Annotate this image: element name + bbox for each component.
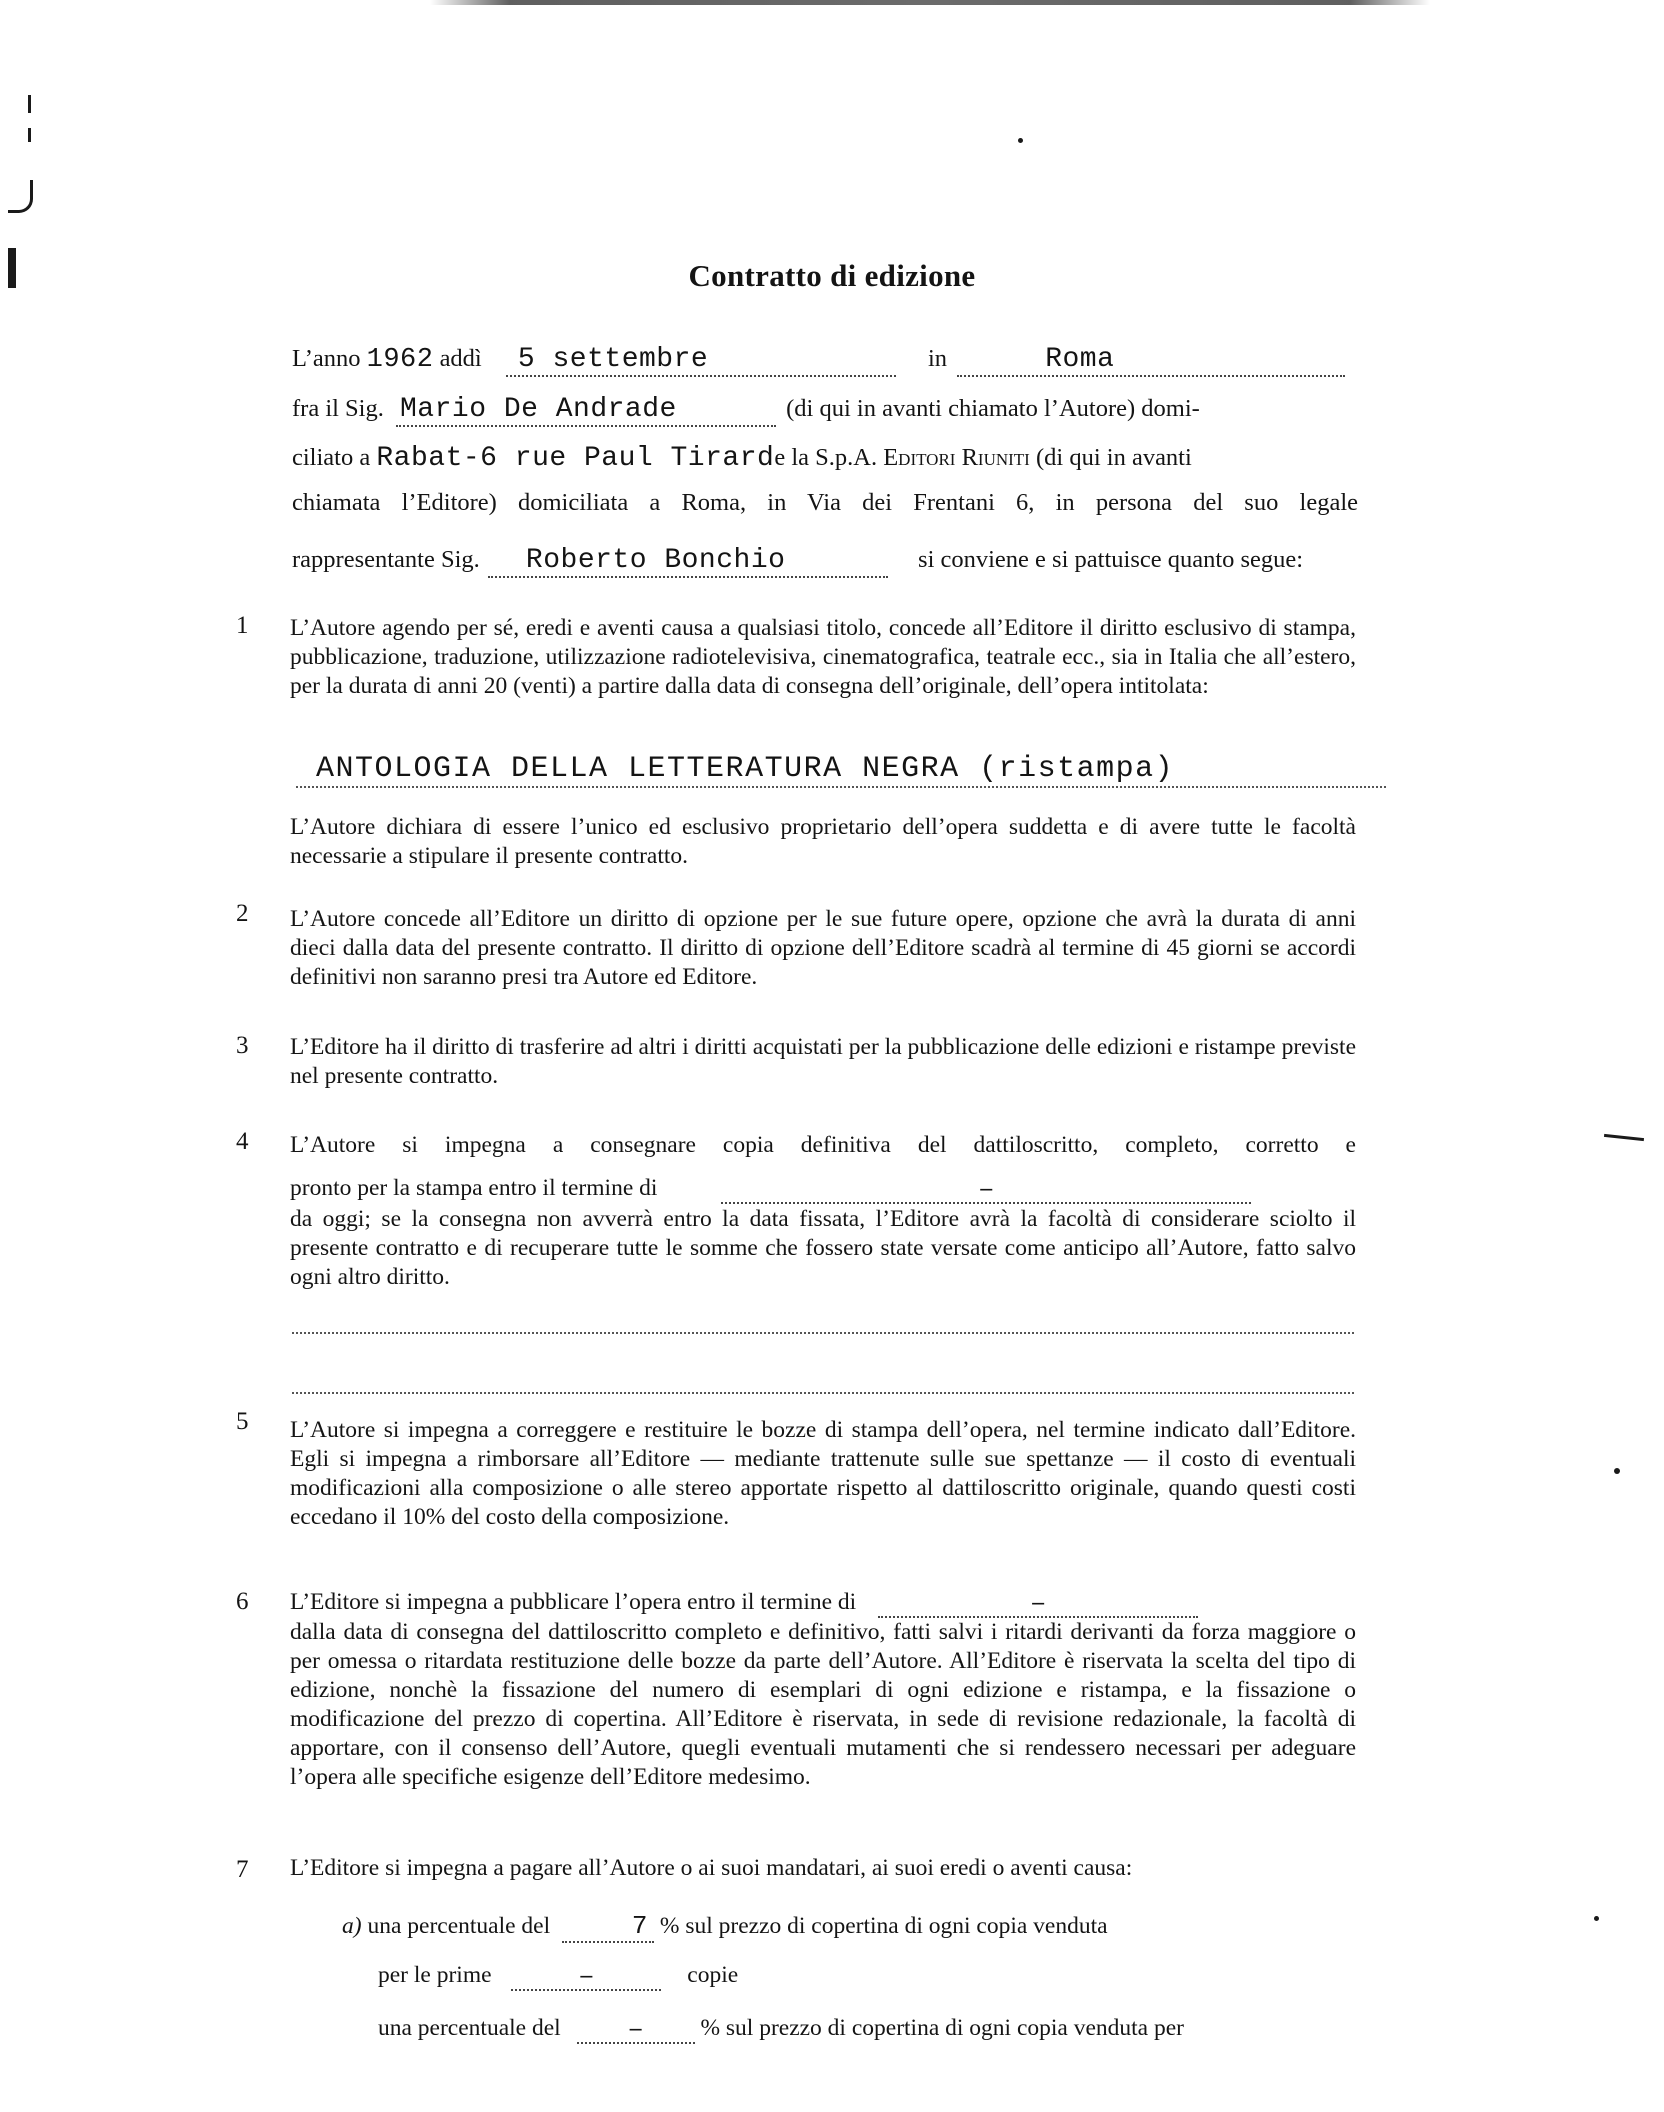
year-value: 1962	[366, 345, 434, 375]
margin-mark	[8, 180, 33, 213]
header-text: si conviene e si pattuisce quanto segue:	[918, 546, 1304, 573]
second-percent: –	[629, 2015, 642, 2041]
sig-label: fra il Sig.	[292, 395, 384, 422]
margin-mark	[1604, 1134, 1644, 1141]
representative-name: Roberto Bonchio	[525, 545, 786, 576]
clause-3-text: L’Editore ha il diritto di trasferire ad altri i diritti acquistati per la pubblicazione delle edizioni e ristampe previste nel presente contratto.	[290, 1034, 1356, 1089]
royalty-percent: 7	[631, 1911, 649, 1941]
clause-7-text: L’Editore si impegna a pagare all’Autore o ai suoi mandatari, ai suoi eredi o aventi causa:	[290, 1855, 1133, 1881]
date-value: 5 settembre	[517, 344, 709, 375]
clause-number: 1	[236, 612, 249, 639]
item-a-suffix: % sul prezzo di copertina di ogni copia venduta	[659, 1913, 1108, 1939]
clause-6-text-b: dalla data di consegna del dattiloscritto completo e definitivo, fatti salvi i ritardi derivanti da forza maggiore o per omessa o ritardata restituzione delle bozze da parte dell’Autore. All’Editore è riservata la scelta del tipo di edizione, nonchè la fissazione del numero di esemplari di ogni edizione e ristampa, e la fissazione o modificazione del prezzo di copertina. All’Editore è riservata, in sede di revisione redazionale, la facoltà di apportare, con il consenso dell’Autore, quegli eventuali mutamenti che si rendessero necessari per adeguare l’opera alle specifiche esigenze dell’Editore medesimo.	[290, 1619, 1356, 1790]
year-label: L’anno	[292, 345, 361, 372]
header-text: (di qui in avanti	[1035, 444, 1192, 471]
clause-6-term-line	[290, 1589, 1356, 1618]
header-line-3	[292, 443, 1358, 474]
blank-rule	[292, 1332, 1354, 1334]
margin-mark	[1614, 1468, 1620, 1474]
clause-6-text-a: L’Editore si impegna a pubblicare l’opera entro il termine di	[290, 1589, 857, 1615]
in-label: in	[928, 345, 948, 372]
clause-5-text: L’Autore si impegna a correggere e restituire le bozze di stampa dell’opera, nel termine indicato dall’Editore. Egli si impegna a rimborsare all’Editore — mediante trattenute sulle sue spettanze — il costo di eventuali modificazioni alla composizione o alle stereo apportate rispetto al dattiloscritto originale, quando questi costi eccedano il 10% del costo della composizione.	[290, 1417, 1356, 1530]
clause-number: 3	[236, 1032, 249, 1059]
header-line-1	[292, 344, 1358, 377]
header-line-5	[292, 545, 1358, 578]
delivery-term: –	[980, 1175, 993, 1201]
item-a-prefix: una percentuale del	[367, 1913, 551, 1939]
margin-mark	[28, 95, 31, 113]
clause-7-item-a	[342, 1911, 1408, 1943]
addi-label: addì	[439, 345, 482, 372]
clause-number: 5	[236, 1408, 249, 1435]
clause-number: 4	[236, 1128, 249, 1155]
clause-1-text: L’Autore agendo per sé, eredi e aventi causa a qualsiasi titolo, concede all’Editore il diritto esclusivo di stampa, pubblicazione, traduzione, utilizzazione radiotelevisiva, cinematografica, teatrale ecc., sia in Italia che all’estero, per la durata di anni 20 (venti) a partire dalla data di consegna dell’originale, dell’opera intitolata:	[290, 615, 1356, 699]
header-line-4: chiamata l’Editore) domiciliata a Roma, in Via dei Frentani 6, in persona del suo legale	[292, 489, 1358, 516]
item-a-label: a)	[342, 1913, 362, 1939]
margin-mark	[1594, 1916, 1599, 1921]
clause-2-text: L’Autore concede all’Editore un diritto di opzione per le sue future opere, opzione che avrà la durata di anni dieci dalla data del presente contratto. Il diritto di opzione dell’Editore scadrà al termine di 45 giorni se accordi definitivi non saranno presi tra Autore ed Editore.	[290, 906, 1356, 990]
clause-7-item-b	[378, 1962, 1444, 1991]
header-text: (di qui in avanti chiamato l’Autore) domi-	[786, 395, 1200, 422]
author-address: Rabat-6 rue Paul Tirard	[376, 443, 775, 474]
first-copies: –	[580, 1962, 593, 1988]
clause-number: 6	[236, 1588, 249, 1615]
clause-4-text-a: L’Autore si impegna a consegnare copia definitiva del dattiloscritto, completo, corretto e	[290, 1132, 1356, 1158]
representative-label: rappresentante Sig.	[292, 546, 480, 573]
header-line-2	[292, 394, 1358, 427]
item-b-suffix: copie	[687, 1962, 739, 1988]
document-title: Contratto di edizione	[688, 258, 976, 293]
publication-term: –	[1032, 1589, 1044, 1615]
margin-mark	[1018, 138, 1023, 143]
clause-number: 7	[236, 1856, 249, 1883]
clause-4-text-c: da oggi; se la consegna non avverrà entro la data fissata, l’Editore avrà la facoltà di considerare sciolto il presente contratto e di recuperare tutte le somme che fossero state versate come anticipo all’Autore, fatto salvo ogni altro diritto.	[290, 1206, 1356, 1290]
place-value: Roma	[1045, 344, 1115, 375]
domicile-label: ciliato a	[292, 444, 371, 471]
work-title: ANTOLOGIA DELLA LETTERATURA NEGRA (ristampa)	[296, 752, 1386, 788]
header-text: e la S.p.A.	[774, 444, 878, 471]
clause-number: 2	[236, 900, 249, 927]
clause-7-item-c	[378, 2015, 1444, 2044]
blank-rule	[292, 1392, 1354, 1394]
scan-edge	[430, 0, 1430, 5]
author-name: Mario De Andrade	[400, 394, 677, 425]
item-c-suffix: % sul prezzo di copertina di ogni copia venduta per	[700, 2015, 1184, 2041]
publisher-name: Editori Riuniti	[883, 444, 1030, 471]
clause-4-term-line	[290, 1175, 1356, 1204]
margin-mark	[28, 128, 31, 142]
clause-4-text-b: pronto per la stampa entro il termine di	[290, 1175, 658, 1201]
clause-1-text-2: L’Autore dichiara di essere l’unico ed esclusivo proprietario dell’opera suddetta e di avere tutte le facoltà necessarie a stipulare il presente contratto.	[290, 814, 1356, 869]
item-c-prefix: una percentuale del	[378, 2015, 561, 2041]
item-b-prefix: per le prime	[378, 1962, 492, 1988]
